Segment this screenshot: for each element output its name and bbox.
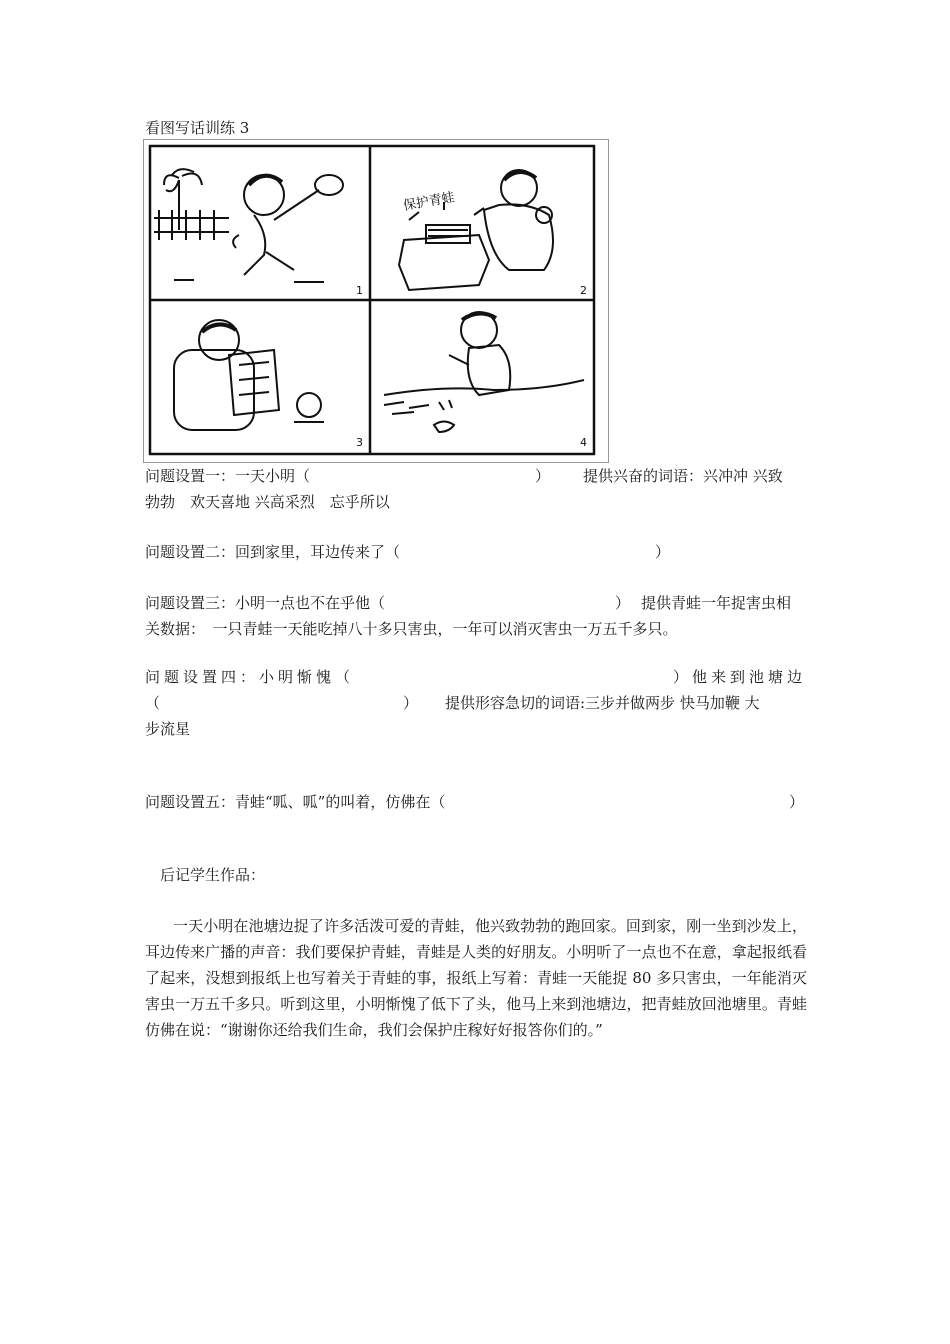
question-4: [145, 664, 807, 742]
boy-hair-4: [462, 313, 496, 320]
ground-lines-1: [174, 280, 324, 282]
question-4-hint: 提供形容急切的词语:三步并做两步 快马加鞭 大: [445, 694, 760, 712]
question-3-line-2: 关数据： 一只青蛙一天能吃掉八十多只害虫，一年可以消灭害虫一万五千多只。: [145, 620, 678, 638]
panel-1: [154, 169, 343, 282]
question-4-line-2: [145, 690, 807, 716]
water-ripples: [384, 402, 429, 414]
question-2-line-1: [145, 539, 807, 565]
net-hoop: [315, 175, 343, 195]
radio-grille: [428, 230, 468, 236]
question-1: [145, 463, 807, 515]
fence: [154, 210, 229, 240]
panel-3: [174, 320, 324, 430]
question-2: [145, 539, 807, 565]
question-1-line-1: [145, 463, 807, 489]
question-1-line-2: 勃勃 欢天喜地 兴高采烈 忘乎所以: [145, 493, 390, 511]
bucket: [233, 235, 239, 248]
panel-4: [384, 312, 584, 432]
boy-arm-4: [449, 355, 469, 365]
question-3-blank-close: ）: [615, 594, 631, 612]
question-1-blank-close: ）: [535, 467, 551, 485]
panel-number-2: 2: [580, 284, 587, 297]
question-5: [145, 789, 807, 815]
radio: [426, 225, 470, 243]
afterword-heading: 后记学生作品：: [160, 866, 266, 884]
question-4-blank-close: ）他来到池塘边: [673, 668, 807, 686]
student-essay: 一天小明在池塘边捉了许多活泼可爱的青蛙，他兴致勃勃的跑回家。回到家，刚一坐到沙发上，耳边传来广播的声音：我们要保护青蛙，青蛙是人类的好朋友。小明听了一点也不在意，拿起报纸看了起来，没想到报纸上也写着关于青蛙的事，报纸上写着：青蛙一天能捉 80 多只害虫，一年能消灭害虫一万五千多只。听到这里，小明惭愧了低下了头，他马上来到池塘边，把青蛙放回池塘里。青蛙仿佛在说：“谢谢你还给我们生命，我们会保护庄稼好好报答你们的。”: [145, 917, 807, 1039]
armchair: [174, 350, 254, 430]
palm-tree: [164, 169, 202, 230]
boy-body-1: [244, 215, 294, 275]
question-3-lead: 问题设置三：小明一点也不在乎他（: [145, 594, 386, 612]
boy-body-4: [468, 345, 511, 395]
question-5-line-1: [145, 789, 807, 815]
question-5-blank-close: ）: [789, 793, 805, 811]
small-radio: [297, 393, 321, 417]
question-4-line-3: 步流星: [145, 720, 191, 738]
worksheet-title: 看图写话训练 3: [145, 119, 250, 137]
question-4-line-1: [145, 664, 807, 690]
boy-hair-3: [202, 324, 236, 332]
frog: [434, 422, 454, 433]
question-3-hint: 提供青蛙一年捉害虫相: [641, 594, 792, 612]
falling-frogs: [439, 400, 452, 410]
question-3: [145, 590, 807, 642]
panel-2: [399, 170, 553, 290]
comic-drawing: [144, 140, 608, 462]
pond-bank: [384, 380, 584, 395]
panel-number-4: 4: [580, 436, 587, 449]
comic-strip: [143, 139, 609, 463]
question-4-blank-close-2: ）: [403, 694, 419, 712]
panel-number-3: 3: [356, 436, 363, 449]
sofa: [484, 204, 553, 270]
panel-number-1: 1: [356, 284, 363, 297]
question-5-lead: 问题设置五：青蛙“呱、呱”的叫着，仿佛在（: [145, 793, 446, 811]
question-1-lead: 问题设置一：一天小明（: [145, 467, 311, 485]
question-4-blank-open-2: （: [145, 694, 161, 712]
panel-2-sign-text: 保护青蛙: [402, 190, 456, 214]
question-4-lead: 问题设置四：小明惭愧（: [145, 668, 355, 686]
question-1-hint: 提供兴奋的词语：兴冲冲 兴致: [583, 467, 783, 485]
question-2-lead: 问题设置二：回到家里，耳边传来了（: [145, 543, 401, 561]
question-3-line-1: [145, 590, 807, 616]
question-2-blank-close: ）: [655, 543, 671, 561]
